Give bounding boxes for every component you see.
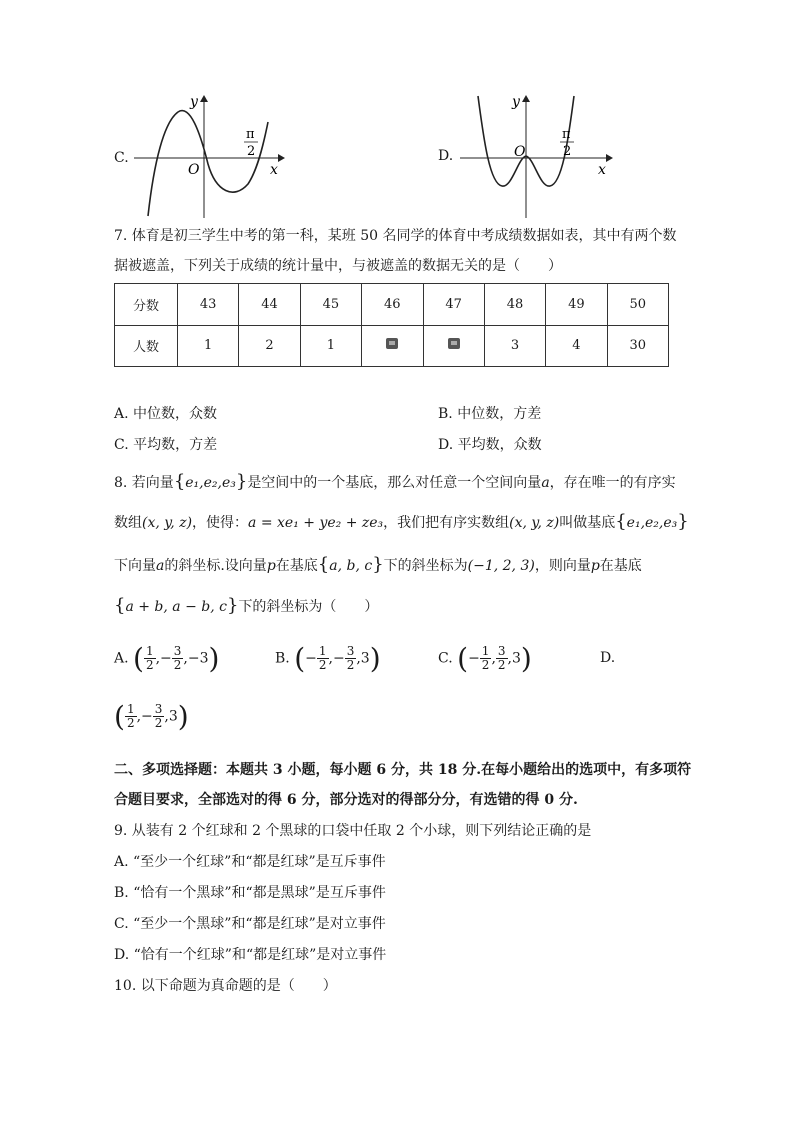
vector-a: a: [541, 475, 550, 491]
q8-text: 在基底: [599, 558, 642, 574]
table-cell: 30: [607, 325, 668, 367]
table-cell: 49: [546, 284, 607, 326]
q10-stem: 10. 以下命题为真命题的是（ ）: [114, 978, 337, 994]
basis-e-set: e₁,e₂,e₃: [626, 515, 678, 531]
pi-label-d: π: [562, 127, 571, 142]
q8-line1: 8. 若向量{e₁,e₂,e₃}是空间中的一个基底，那么对任意一个空间向量a，存在唯一的有序实: [114, 471, 676, 492]
q7-option-b: B. 中位数，方差: [438, 406, 542, 422]
q8-line2: 数组(x, y, z)，使得：a = xe₁ + ye₂ + ze₃，我们把有序实数组(x, y, z)叫做基底{e₁,e₂,e₃}: [114, 511, 689, 532]
q8-text: 叫做基底: [559, 515, 616, 531]
q8-text: 数组: [114, 515, 142, 531]
table-cell: 2: [239, 325, 300, 367]
pi-label-c: π: [246, 127, 255, 142]
axis-y-label-d: y: [512, 94, 520, 110]
option-letter: A.: [114, 650, 129, 667]
table-cell: 43: [178, 284, 239, 326]
q8-option-d-label: D.: [600, 650, 616, 666]
q8-line4: {a + b, a − b, c}下的斜坐标为（ ）: [114, 595, 379, 616]
equation-a: a = xe₁ + ye₂ + ze₃: [248, 515, 384, 531]
origin-label-c: O: [188, 162, 200, 178]
table-cell: 4: [546, 325, 607, 367]
q8-line3: 下向量a的斜坐标.设向量p在基底{a, b, c}下的斜坐标为(−1, 2, 3)，则向量p在基底: [114, 554, 642, 575]
basis-new: a + b, a − b, c: [125, 599, 227, 615]
q8-text: ，则向量: [534, 558, 591, 574]
q9-option-a: A. “至少一个红球”和“都是红球”是互斥事件: [114, 854, 386, 870]
table-cell: 46: [362, 284, 423, 326]
q9-option-c: C. “至少一个黑球”和“都是红球”是对立事件: [114, 916, 386, 932]
option-c-label: C.: [114, 150, 129, 166]
q8-text: 下向量: [114, 558, 156, 574]
q8-text: 下的斜坐标为（ ）: [238, 599, 379, 615]
q7-stem-line2: 据被遮盖，下列关于成绩的统计量中，与被遮盖的数据无关的是（ ）: [114, 258, 562, 274]
axis-y-label-c: y: [190, 94, 198, 110]
section2-heading-line2: 合题目要求，全部选对的得 6 分，部分选对的得部分分，有选错的得 0 分.: [114, 792, 578, 808]
basis-abc: a, b, c: [329, 558, 373, 574]
q8-text: ，存在唯一的有序实: [549, 475, 676, 491]
graph-c: [130, 92, 290, 222]
axis-x-label-d: x: [598, 162, 606, 178]
q8-text: ，使得：: [192, 515, 249, 531]
two-label-c: 2: [247, 144, 256, 159]
option-letter: C.: [438, 650, 453, 667]
q9-option-d: D. “恰有一个红球”和“都是红球”是对立事件: [114, 947, 387, 963]
tuple-xyz: (x, y, z): [142, 515, 193, 531]
q8-text: ，我们把有序实数组: [383, 515, 510, 531]
table-cell: 44: [239, 284, 300, 326]
q8-text: 下的斜坐标为: [383, 558, 468, 574]
masked-icon: [386, 338, 398, 349]
table-cell-masked: [362, 325, 423, 367]
q7-option-a: A. 中位数，众数: [114, 406, 218, 422]
vector-a: a: [156, 558, 165, 574]
table-cell: 1: [300, 325, 361, 367]
section2-heading-line1: 二、多项选择题：本题共 3 小题，每小题 6 分，共 18 分.在每小题给出的选项中，有多项符: [114, 762, 692, 778]
graph-d: [456, 92, 616, 222]
q7-stem-line1: 7. 体育是初三学生中考的第一科，某班 50 名同学的体育中考成绩数据如表，其中有两个数: [114, 228, 677, 244]
q7-option-d: D. 平均数，众数: [438, 437, 542, 453]
table-cell: 1: [178, 325, 239, 367]
table-header-count: 人数: [115, 325, 178, 367]
masked-icon: [448, 338, 460, 349]
tuple-xyz: (x, y, z): [509, 515, 560, 531]
q8-text: 8. 若向量: [114, 475, 174, 491]
table-cell: 47: [423, 284, 484, 326]
score-table: [114, 283, 669, 367]
q8-option-a: A. ( $\frac{1}{2}$ ,− $\frac{3}{2}$ ,−3): [114, 642, 220, 675]
table-row: [115, 284, 669, 326]
table-cell: 50: [607, 284, 668, 326]
q8-option-b: B. (− $\frac{1}{2}$ ,− $\frac{3}{2}$ ,3): [275, 642, 381, 675]
q9-stem: 9. 从装有 2 个红球和 2 个黑球的口袋中任取 2 个小球，则下列结论正确的是: [114, 823, 592, 839]
two-label-d: 2: [563, 144, 572, 159]
q8-text: 在基底: [275, 558, 318, 574]
table-header-score: 分数: [115, 284, 178, 326]
q8-text: 是空间中的一个基底，那么对任意一个空间向量: [247, 475, 542, 491]
q8-option-d: ( $\frac{1}{2}$ ,− $\frac{3}{2}$ ,3): [114, 700, 189, 733]
axis-x-label-c: x: [270, 162, 278, 178]
option-d-label: D.: [438, 148, 454, 164]
q8-option-c: C. (− $\frac{1}{2}$ , $\frac{3}{2}$ ,3): [438, 642, 532, 675]
table-cell: 3: [484, 325, 545, 367]
q7-option-c: C. 平均数，方差: [114, 437, 218, 453]
basis-e-set: e₁,e₂,e₃: [185, 475, 236, 491]
origin-label-d: O: [514, 144, 526, 160]
vector-p: p: [266, 558, 276, 574]
table-row: [115, 325, 669, 367]
q9-option-b: B. “恰有一个黑球”和“都是黑球”是互斥事件: [114, 885, 386, 901]
q8-text: 的斜坐标.设向量: [164, 558, 267, 574]
vector-p: p: [590, 558, 600, 574]
coord-p: (−1, 2, 3): [467, 558, 535, 574]
table-cell: 45: [300, 284, 361, 326]
table-cell-masked: [423, 325, 484, 367]
option-letter: B.: [275, 650, 290, 667]
table-cell: 48: [484, 284, 545, 326]
